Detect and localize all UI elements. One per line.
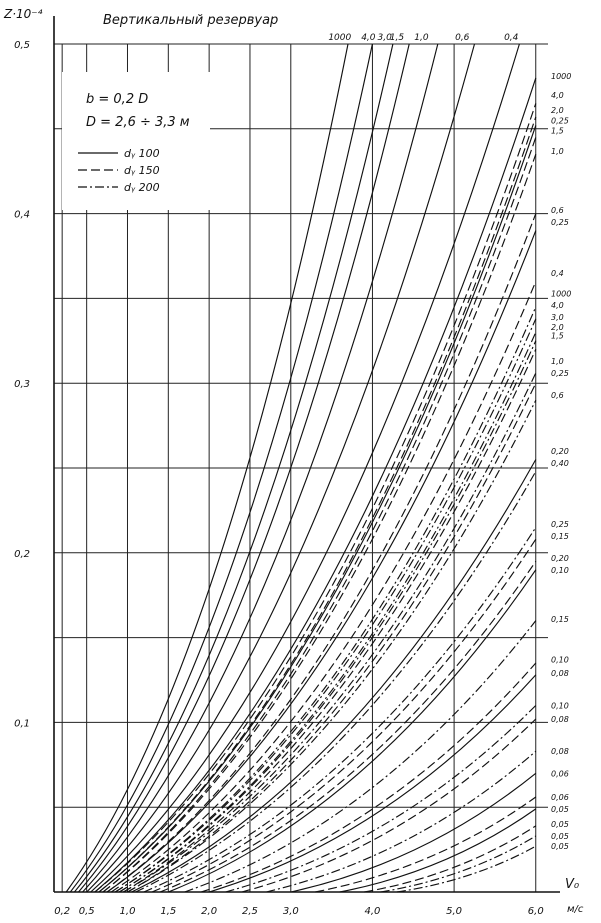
x-tick-label-7: 4,0 xyxy=(364,906,381,917)
chart-title: Вертикальный резервуар xyxy=(103,13,279,28)
right-curve-label-24: 0,10 xyxy=(551,655,569,665)
right-curve-label-6: 0,6 xyxy=(551,206,564,216)
y-tick-label-1: 0,2 xyxy=(14,548,30,560)
x-tick-label-2: 1,0 xyxy=(119,906,136,917)
right-curve-label-12: 2,0 xyxy=(551,323,564,333)
right-curve-label-27: 0,08 xyxy=(551,715,569,725)
right-curve-label-14: 1,0 xyxy=(551,357,564,367)
right-curve-label-18: 0,40 xyxy=(551,458,569,468)
right-curve-label-7: 0,25 xyxy=(551,218,569,228)
x-tick-label-8: 5,0 xyxy=(446,906,463,917)
top-curve-label-6: 0,4 xyxy=(504,33,519,43)
right-curve-label-16: 0,6 xyxy=(551,391,564,401)
right-curve-label-19: 0,25 xyxy=(551,519,569,529)
right-curve-label-33: 0,05 xyxy=(551,832,569,842)
right-curve-label-23: 0,15 xyxy=(551,614,569,624)
right-curve-label-15: 0,25 xyxy=(551,369,569,379)
right-curve-label-3: 0,25 xyxy=(551,116,569,126)
right-curve-label-22: 0,10 xyxy=(551,565,569,575)
x-tick-label-0: 0,2 xyxy=(54,906,71,917)
y-tick-label-3: 0,4 xyxy=(14,209,30,221)
legend-label-solid: dᵧ 100 xyxy=(124,147,160,160)
right-curve-label-28: 0,08 xyxy=(551,747,569,757)
x-tick-label-9: 6,0 xyxy=(527,906,544,917)
right-curve-label-4: 1,5 xyxy=(551,126,564,136)
right-curve-label-8: 0,4 xyxy=(551,268,564,278)
legend-label-dashdot: dᵧ 200 xyxy=(124,181,160,194)
x-axis-unit: м/с xyxy=(567,904,584,915)
right-curve-label-0: 1000 xyxy=(551,72,572,82)
right-curve-label-9: 1000 xyxy=(551,289,572,299)
x-axis-label: V₀ xyxy=(565,877,580,892)
right-curve-label-17: 0,20 xyxy=(551,447,569,457)
right-curve-label-25: 0,08 xyxy=(551,669,569,679)
right-curve-label-29: 0,06 xyxy=(551,769,569,779)
x-tick-label-3: 1,5 xyxy=(160,906,177,917)
param-diameter: D = 2,6 ÷ 3,3 м xyxy=(86,115,190,130)
top-curve-label-2: 3,0 xyxy=(377,33,392,43)
x-tick-label-5: 2,5 xyxy=(242,906,258,917)
right-curve-label-30: 0,06 xyxy=(551,793,569,803)
right-curve-label-31: 0,05 xyxy=(551,804,569,814)
top-curve-label-0: 1000 xyxy=(328,33,352,43)
y-axis-label: Z·10⁻⁴ xyxy=(4,7,43,21)
right-curve-label-20: 0,15 xyxy=(551,531,569,541)
top-curve-label-3: 1,5 xyxy=(389,33,405,43)
legend-label-dashed: dᵧ 150 xyxy=(124,164,160,177)
top-curve-label-1: 4,0 xyxy=(361,33,376,43)
x-tick-label-6: 3,0 xyxy=(282,906,299,917)
top-curve-label-5: 0,6 xyxy=(455,33,470,43)
right-curve-label-10: 4,0 xyxy=(551,301,564,311)
y-tick-label-4: 0,5 xyxy=(14,40,30,51)
right-curve-label-5: 1,0 xyxy=(551,146,564,156)
right-curve-label-11: 3,0 xyxy=(551,313,564,323)
x-tick-label-1: 0,5 xyxy=(78,906,95,917)
right-curve-label-21: 0,20 xyxy=(551,553,569,563)
top-curve-label-4: 1,0 xyxy=(414,33,429,43)
y-tick-label-0: 0,1 xyxy=(14,718,30,730)
right-curve-label-32: 0,05 xyxy=(551,820,569,830)
right-curve-label-2: 2,0 xyxy=(551,106,564,116)
param-width: b = 0,2 D xyxy=(86,92,149,107)
right-curve-label-34: 0,05 xyxy=(551,842,569,852)
right-curve-label-26: 0,10 xyxy=(551,701,569,711)
x-tick-label-4: 2,0 xyxy=(201,906,218,917)
right-curve-label-1: 4,0 xyxy=(551,90,564,100)
y-tick-label-2: 0,3 xyxy=(14,379,30,391)
right-curve-label-13: 1,5 xyxy=(551,331,564,341)
